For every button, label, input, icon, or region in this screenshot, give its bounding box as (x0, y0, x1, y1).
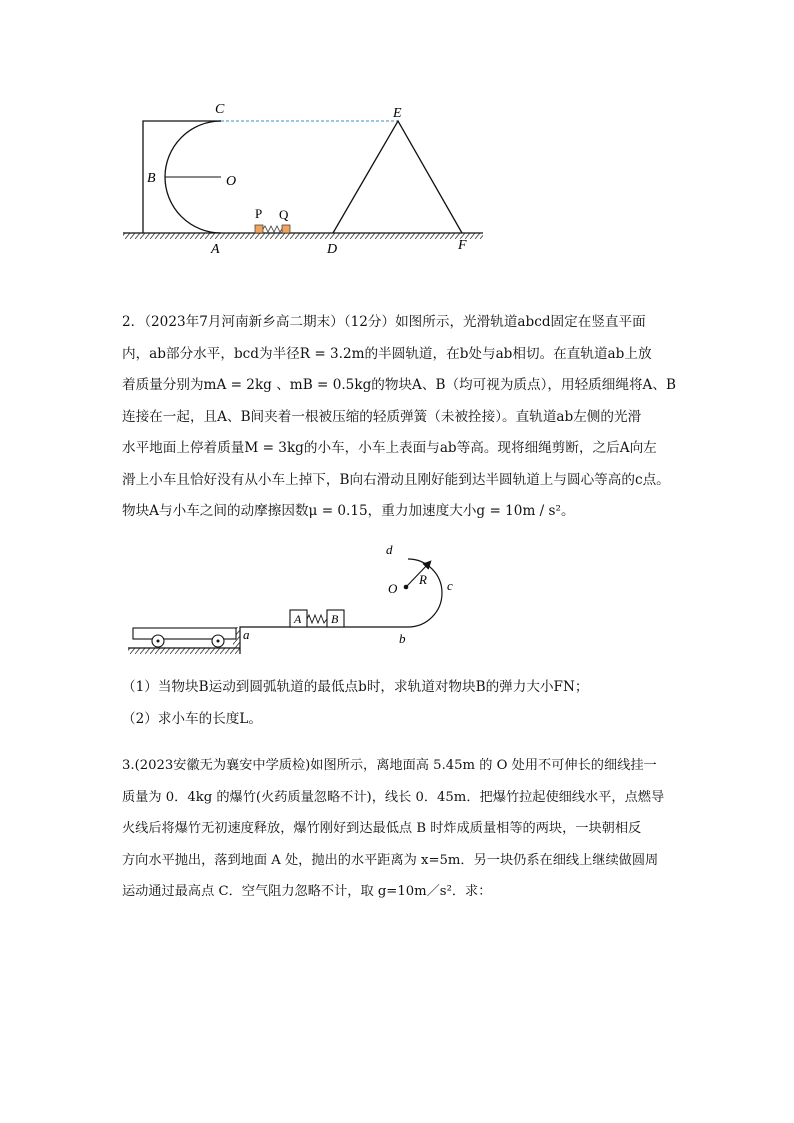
q3-line-2: 质量为 0．4kg 的爆竹(火药质量忽略不计)，线长 0．45m．把爆竹拉起使细线水平，点燃导 (122, 789, 665, 805)
track-semicircle-bcd (408, 559, 442, 627)
label-c: C (215, 102, 225, 117)
q3-line-3: 火线后将爆竹无初速度释放，爆竹刚好到达最低点 B 时炸成质量相等的两块，一块朝相反 (122, 821, 642, 836)
q2-subquestion-2: （2）求小车的长度L。 (122, 711, 263, 727)
ground-hatch-2 (128, 648, 240, 654)
label-b-2: b (399, 631, 406, 646)
spring (263, 226, 282, 232)
label-r: R (419, 572, 427, 587)
q3-line-1: 3.(2023安徽无为襄安中学质检)如图所示，离地面高 5.45m 的 O 处用不可伸长的细线挂一 (122, 758, 657, 773)
label-d: D (327, 242, 338, 257)
label-block-a: A (294, 612, 302, 626)
figure-track-diagram-1 (115, 95, 495, 265)
label-f: F (458, 238, 467, 253)
label-b: B (147, 171, 156, 186)
label-p: P (255, 206, 263, 221)
q2-line-2: 内，ab部分水平，bcd为半径R = 3.2m的半圆轨道，在b处与ab相切。在直轨道ab上放 (122, 345, 652, 362)
q3-line-5: 运动通过最高点 C．空气阻力忽略不计，取 g=10m／s²．求： (122, 884, 492, 899)
cart-wheel-left-hub (157, 640, 160, 643)
block-p (255, 225, 263, 233)
question-3-text (122, 750, 677, 908)
q2-line-5: 水平地面上停着质量M = 3kg的小车，小车上表面与ab等高。现将细绳剪断，之后A向左 (122, 440, 657, 456)
label-q: Q (279, 207, 289, 222)
q2-line-4: 连接在一起，且A、B间夹着一根被压缩的轻质弹簧（未被拴接）。直轨道ab左侧的光滑 (122, 408, 642, 425)
label-d-2: d (386, 542, 393, 557)
q2-line-3: 着质量分别为mA = 2kg 、mB = 0.5kg的物块A、B（均可视为质点），用轻质细绳将A、B (122, 377, 676, 393)
figure-track-diagram-2 (125, 540, 485, 665)
q2-subquestion-1: （1）当物块B运动到圆弧轨道的最低点b时，求轨道对物块B的弹力大小FN； (122, 679, 589, 695)
label-o-2: O (388, 581, 398, 596)
label-a-2: a (243, 627, 250, 642)
label-c-2: c (447, 578, 453, 593)
ground-hatch (123, 233, 483, 239)
question-2-text (122, 307, 677, 528)
triangle-track (333, 121, 462, 233)
q2-line-7: 物块A与小车之间的动摩擦因数μ = 0.15，重力加速度大小g = 10m / s²。 (122, 503, 575, 519)
label-e: E (393, 106, 402, 121)
q2-line-6: 滑上小车且恰好没有从小车上掉下，B向右滑动且刚好能到达半圆轨道上与圆心等高的c点。 (122, 471, 670, 488)
q3-line-4: 方向水平抛出，落到地面 A 处，抛出的水平距离为 x=5m．另一块仍系在细线上继续做圆周 (122, 852, 659, 868)
label-block-b: B (331, 612, 339, 626)
cart-wheel-right-hub (217, 640, 220, 643)
label-a: A (211, 242, 220, 257)
spring-2 (307, 615, 327, 623)
block-q (282, 225, 290, 233)
q2-line-1: 2．（2023年7月河南新乡高二期末）（12分）如图所示，光滑轨道abcd固定在竖直平面 (122, 314, 646, 330)
label-o: O (226, 174, 237, 189)
